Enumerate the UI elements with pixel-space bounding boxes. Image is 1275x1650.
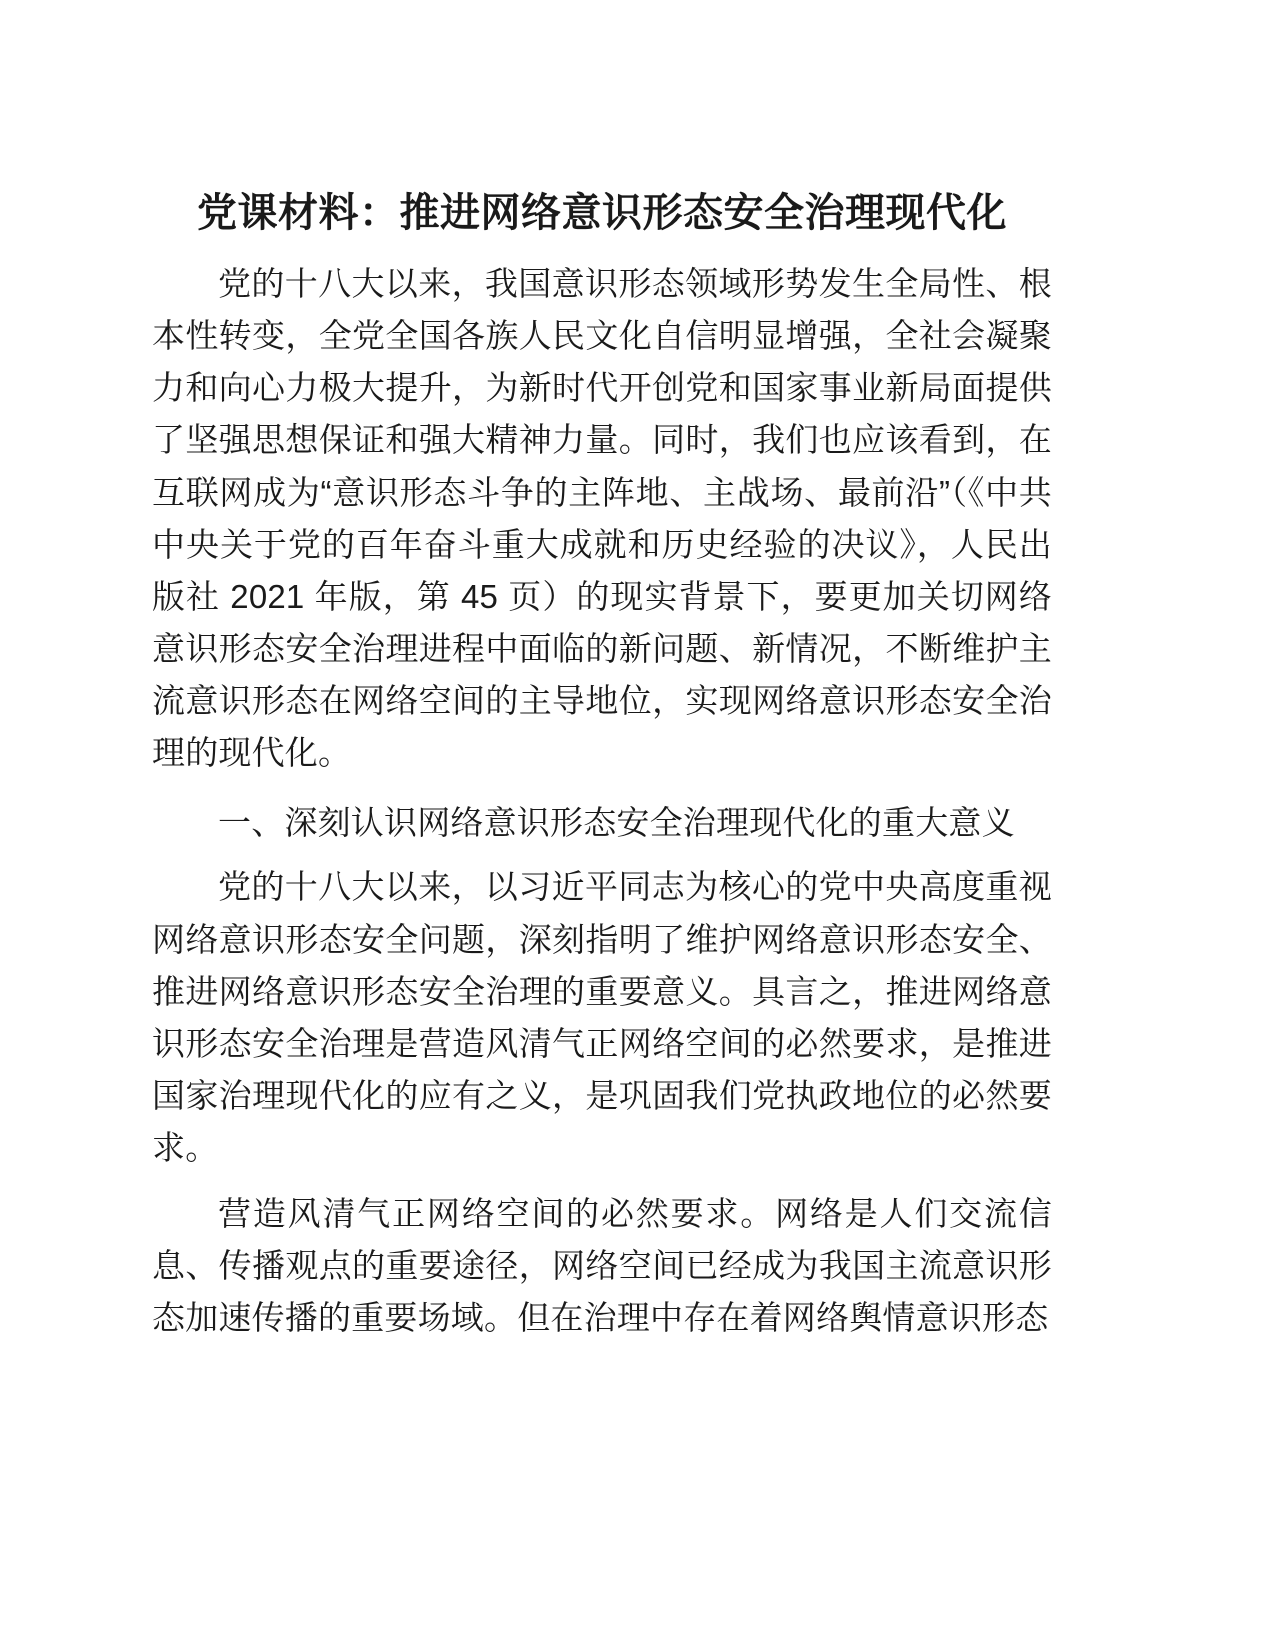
document-body (152, 186, 1052, 1345)
paragraph-intro: 党的十八大以来，我国意识形态领域形势发生全局性、根本性转变，全党全国各族人民文化自信明显增强，全社会凝聚力和向心力极大提升，为新时代开创党和国家事业新局面提供了坚强思想保证和强大精神力量。同时，我们也应该看到，在互联网成为“意识形态斗争的主阵地、主战场、最前沿”（《中共中央关于党的百年奋斗重大成就和历史经验的决议》，人民出版社 2021 年版，第 45 页）的现实背景下，要更加关切网络意识形态安全治理进程中面临的新问题、新情况，不断维护主流意识形态在网络空间的主导地位，实现网络意识形态安全治理的现代化。 (152, 265, 1052, 772)
paragraph-section-2: 营造风清气正网络空间的必然要求。网络是人们交流信息、传播观点的重要途径，网络空间已经成为我国主流意识形态加速传播的重要场域。但在治理中存在着网络舆情意识形态 (152, 1195, 1052, 1337)
paragraph-section-1: 党的十八大以来，以习近平同志为核心的党中央高度重视网络意识形态安全问题，深刻指明了维护网络意识形态安全、推进网络意识形态安全治理的重要意义。具言之，推进网络意识形态安全治理是营造风清气正网络空间的必然要求，是推进国家治理现代化的应有之义，是巩固我们党执政地位的必然要求。 (152, 868, 1052, 1166)
page-title: 党课材料：推进网络意识形态安全治理现代化 (197, 191, 1007, 235)
section-heading-1: 一、深刻认识网络意识形态安全治理现代化的重大意义 (218, 804, 1015, 842)
